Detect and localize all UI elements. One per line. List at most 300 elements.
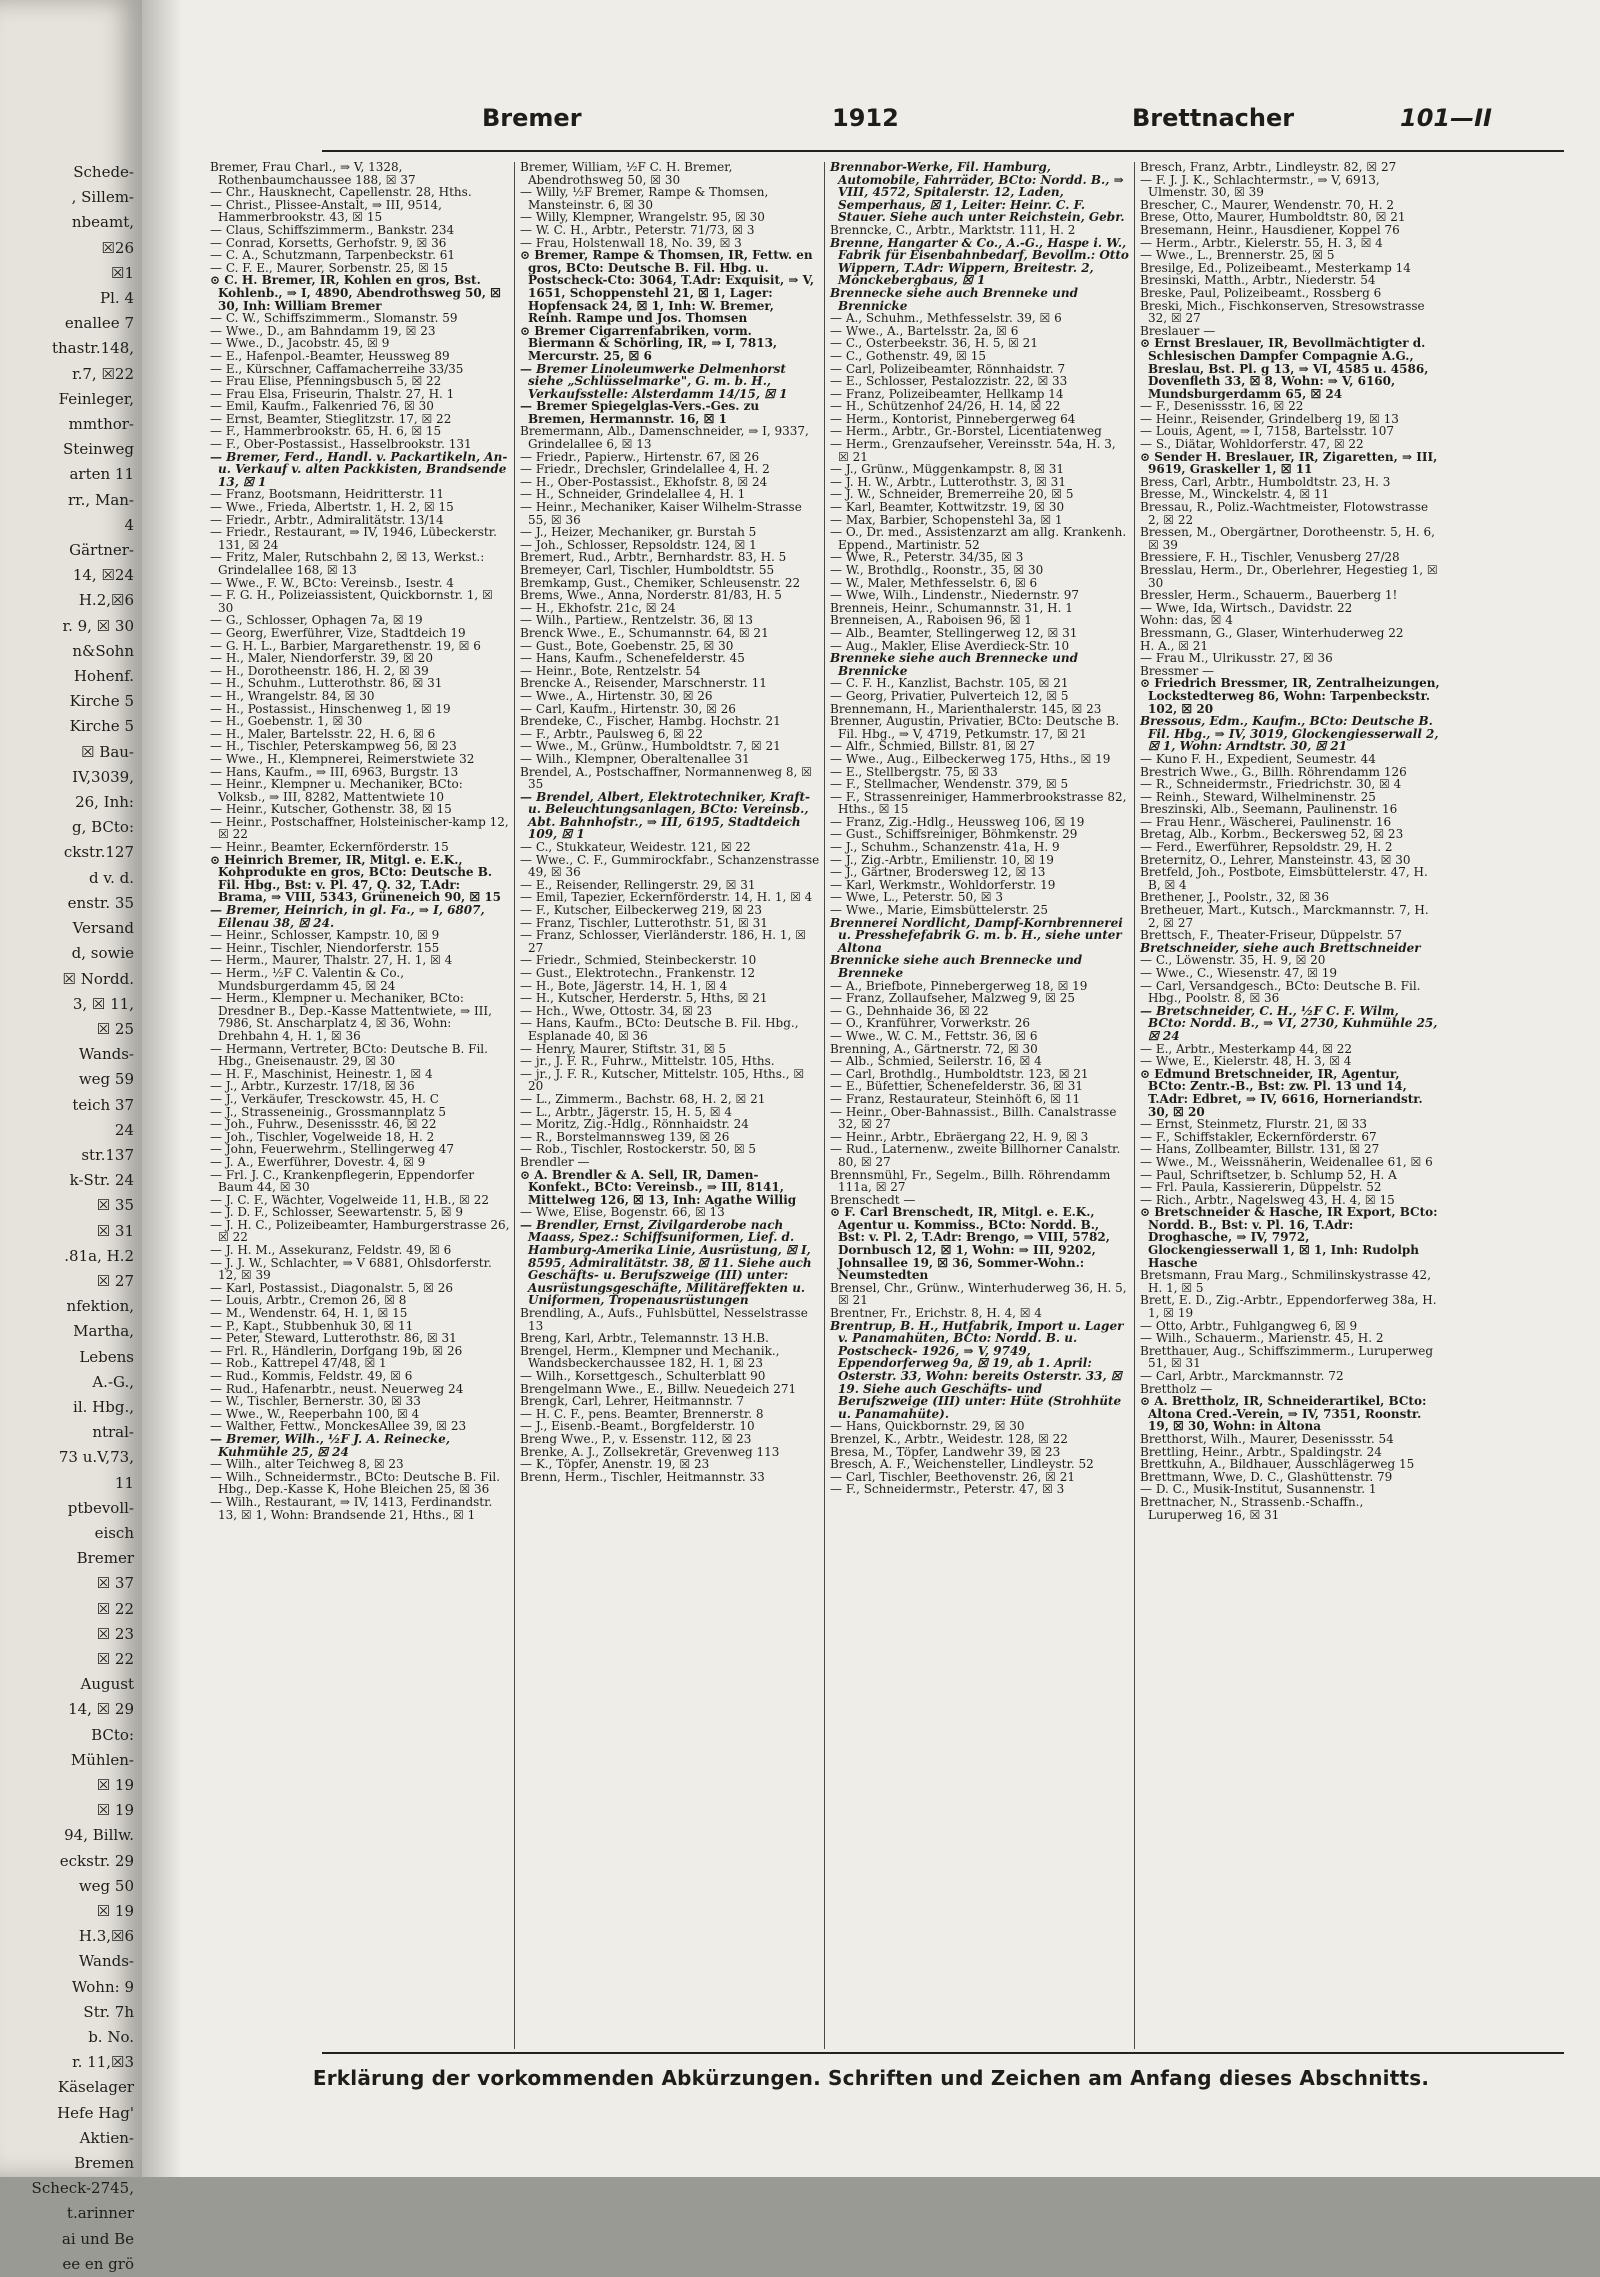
directory-entry: Bresslau, Herm., Dr., Oberlehrer, Hegestieg 1, ☒ 30 [1140,563,1438,590]
header-rule [322,150,1564,152]
directory-entry: — Carl, Tischler, Beethovenstr. 26, ☒ 21 [830,1469,1075,1484]
directory-entry: Bressmann, G., Glaser, Winterhuderweg 22 [1140,625,1404,640]
directory-entry: — H., Kutscher, Herderstr. 5, Hths, ☒ 21 [520,991,768,1006]
directory-entry: Brenzel, K., Arbtr., Weidestr. 128, ☒ 22 [830,1431,1068,1446]
previous-page-fragment: Scheck-2745, [31,2179,134,2198]
previous-page-fragment: d, sowie [71,944,134,963]
directory-entry: — J. C. F., Wächter, Vogelweide 11, H.B., ☒ 22 [210,1192,489,1207]
column-separator [824,162,825,2049]
directory-entry: — E., Reisender, Rellingerstr. 29, ☒ 31 [520,877,756,892]
directory-entry: — E., Hafenpol.-Beamter, Heussweg 89 [210,348,450,363]
directory-entry: Brettnacher, N., Strassenb.-Schaffn., Luruperweg 16, ☒ 31 [1140,1494,1364,1522]
directory-entry: — H., Schuhm., Lutterothstr. 86, ☒ 31 [210,676,443,691]
directory-entry: — J. J. W., Schlachter, ⇒ V 6881, Ohlsdorferstr. 12, ☒ 39 [210,1255,492,1283]
directory-entry: — Frl. Paula, Kassiererin, Düppelstr. 52 [1140,1180,1382,1195]
directory-entry: — H. F., Maschinist, Heinestr. 1, ☒ 4 [210,1066,433,1081]
previous-page-fragment: Bremer [76,1549,134,1568]
previous-page-fragment: H.2,☒6 [78,591,134,610]
directory-page [142,0,1600,2177]
directory-entry: — Brendel, Albert, Elektrotechniker, Kraft- u. Beleuchtungsanlagen, BCto: Vereinsb., Abt. Bahnhofstr., ⇒ III, 6195, Stadtdeich 109, ☒ 1 [520,789,811,842]
previous-page-fragment: rr., Man- [67,490,134,509]
previous-page-edge [0,0,144,2273]
directory-entry: — Friedr., Papierw., Hirtenstr. 67, ☒ 26 [520,449,760,464]
previous-page-fragment: Hohenf. [73,667,134,686]
directory-entry: — F., Schneidermstr., Peterstr. 47, ☒ 3 [830,1482,1065,1497]
directory-entry: — Rob., Kattrepel 47/48, ☒ 1 [210,1356,387,1371]
directory-entry: Brennerei Nordlicht, Dampf-Kornbrennerei u. Presshefefabrik G. m. b. H., siehe unter Altona [830,915,1123,955]
previous-page-fragment: enstr. 35 [67,893,134,912]
directory-entry: — Emil, Kaufm., Falkenried 76, ☒ 30 [210,399,434,414]
header-year: 1912 [832,104,899,132]
directory-entry: — Wilh., Restaurant, ⇒ IV, 1413, Ferdinandstr. 13, ☒ 1, Wohn: Brandsende 21, Hths., ☒ 1 [210,1494,493,1522]
directory-entry: — F., Arbtr., Paulsweg 6, ☒ 22 [520,726,703,741]
directory-entry: — F. J. J. K., Schlachtermstr., ⇒ V, 6913, Ulmenstr. 30, ☒ 39 [1140,172,1380,200]
previous-page-fragment: ☒ Nordd. [62,969,134,988]
directory-entry: Bressau, R., Poliz.-Wachtmeister, Flotowstrasse 2, ☒ 22 [1140,500,1429,527]
directory-entry: — Herm., Grenzaufseher, Vereinsstr. 54a, H. 3, ☒ 21 [830,437,1116,464]
directory-entry: Brenke, A. J., Zollsekretär, Grevenweg 113 [520,1444,780,1459]
previous-page-fragment: Feinleger, [58,389,134,408]
directory-entry: — Karl, Werkmstr., Wohldorferstr. 19 [830,877,1056,892]
directory-entry: — J. A., Ewerführer, Dovestr. 4, ☒ 9 [210,1154,426,1169]
previous-page-fragment: eisch [94,1523,134,1542]
directory-entry: — Otto, Arbtr., Fuhlgangweg 6, ☒ 9 [1140,1318,1358,1333]
previous-page-fragment: A.-G., [92,1372,134,1391]
previous-page-fragment: Wands- [78,1045,134,1064]
directory-entry: — Rud., Kommis, Feldstr. 49, ☒ 6 [210,1369,413,1383]
previous-page-fragment: 14, ☒ 29 [68,1700,134,1719]
directory-entry: — W., Brothdlg., Roonstr., 35, ☒ 30 [830,563,1044,577]
footer-rule [322,2052,1564,2054]
previous-page-fragment: ☒ 19 [96,1902,134,1921]
directory-entry: — C. A., Schutzmann, Tarpenbeckstr. 61 [210,248,456,263]
directory-entry: — J., Gärtner, Brodersweg 12, ☒ 13 [830,865,1046,880]
directory-entry: — E., Büfettier, Schenefelderstr. 36, ☒ 31 [830,1079,1084,1094]
directory-entry: — Karl, Beamter, Kottwitzstr. 19, ☒ 30 [830,500,1065,515]
previous-page-fragments [0,160,142,2277]
directory-entry: — Franz, Polizeibeamter, Hellkamp 14 [830,386,1064,401]
directory-entry: — Wwe, E., Kielerstr. 48, H. 3, ☒ 4 [1140,1054,1352,1069]
directory-entry: — Heinr., Klempner u. Mechaniker, BCto: Volksb., ⇒ III, 8282, Mattentwiete 10 [210,777,463,804]
directory-entry: — Hans, Zollbeamter, Billstr. 131, ☒ 27 [1140,1142,1380,1157]
directory-entry: Breng, Karl, Arbtr., Telemannstr. 13 H.B. [520,1331,769,1346]
previous-page-fragment: n&Sohn [72,641,134,660]
previous-page-fragment: enallee 7 [64,314,134,333]
directory-entry: Brennabor-Werke, Fil. Hamburg, Automobile, Fahrräder, BCto: Nordd. B., ⇒ VIII, 4572, Spitalerstr. 12, Laden, Semperhaus, ☒ 1, Leiter: Heinr. C. F. Stauer. Siehe auch unter Reichstein, Gebr. [830,160,1125,225]
directory-entry: — Wwe., C., Wiesenstr. 47, ☒ 19 [1140,966,1337,980]
directory-entry: ⊙ F. Carl Brenschedt, IR, Mitgl. e. E.K., Agentur u. Kommiss., BCto: Nordd. B., Bst: v. Pl. 2, T.Adr: Brengo, ⇒ VIII, 5782, Dornbusch 12, ☒ 1, Wohn: ⇒ III, 9202, Johnsallee 19, ☒ 36, Sommer-Wohn.: Neumstedten [830,1205,1110,1283]
directory-entry: — Wwe., H., Klempnerei, Reimerstwiete 32 [210,751,475,766]
directory-entry: Brescher, C., Maurer, Wendenstr. 70, H. 2 [1140,197,1395,212]
directory-entry: — C. F. E., Maurer, Sorbenstr. 25, ☒ 15 [210,260,449,275]
previous-page-fragment: Hefe Hag' [57,2103,134,2122]
directory-entry: — Wwe., D., am Bahndamm 19, ☒ 23 [210,323,436,338]
directory-entry: — H., Schneider, Grindelallee 4, H. 1 [520,487,746,502]
directory-entry: — Carl, Arbtr., Marckmannstr. 72 [1140,1369,1344,1383]
previous-page-fragment: eckstr. 29 [59,1851,134,1870]
directory-entry: — Franz, Bootsmann, Heidritterstr. 11 [210,487,445,502]
directory-entry: — Carl, Polizeibeamter, Rönnhaidstr. 7 [830,361,1066,376]
previous-page-fragment: b. No. [88,2028,134,2047]
directory-entry: — Paul, Schriftsetzer, b. Schlump 52, H. A [1140,1167,1397,1182]
directory-entry: — M., Wendenstr. 64, H. 1, ☒ 15 [210,1306,408,1321]
directory-entry: — H., Schützenhof 24/26, H. 14, ☒ 22 [830,399,1061,414]
directory-entry: — Bremer, Wilh., ½F J. A. Reinecke, Kuhmühle 25, ☒ 24 [210,1431,450,1459]
directory-entry: Brenneke siehe auch Brennecke und Brennicke [830,651,1078,678]
directory-entry: — F., Stellmacher, Wendenstr. 379, ☒ 5 [830,777,1069,792]
directory-entry: — Friedr., Drechsler, Grindelallee 4, H. 2 [520,462,770,477]
directory-entry: — G., Dehnhaide 36, ☒ 22 [830,1003,989,1018]
directory-entry: — J. H. C., Polizeibeamter, Hamburgerstrasse 26, ☒ 22 [210,1217,510,1245]
previous-page-fragment: ☒ 23 [96,1624,134,1643]
directory-entry: — H., Postassist., Hinschenweg 1, ☒ 19 [210,701,451,716]
directory-entry: ⊙ Sender H. Breslauer, IR, Zigaretten, ⇒ III, 9619, Graskeller 1, ☒ 11 [1140,449,1438,477]
directory-entry: — E., Arbtr., Mesterkamp 44, ☒ 22 [1140,1041,1353,1056]
directory-entry: — O., Dr. med., Assistenzarzt am allg. Krankenh. Eppend., Martinistr. 52 [830,525,1127,552]
directory-entry: — Moritz, Zig.-Hdlg., Rönnhaidstr. 24 [520,1117,749,1132]
previous-page-fragment: t.arinner [66,2204,134,2223]
previous-page-fragment: 3, ☒ 11, [72,994,134,1013]
directory-entry: — Heinr., Bote, Rentzelstr. 54 [520,663,701,678]
previous-page-fragment: ☒ 19 [96,1776,134,1794]
directory-entry: — Wwe., D., Jacobstr. 45, ☒ 9 [210,336,390,351]
previous-page-fragment: Gärtner- [69,541,134,560]
directory-entry: — E., Stellbergstr. 75, ☒ 33 [830,764,998,779]
directory-entry: — F. G. H., Polizeiassistent, Quickbornstr. 1, ☒ 30 [210,588,493,615]
directory-entry: — Heinr., Beamter, Eckernförderstr. 15 [210,840,449,855]
header-right-keyword: Brettnacher [1132,104,1295,132]
directory-entry: — Emil, Tapezier, Eckernförderstr. 14, H. 1, ☒ 4 [520,890,813,905]
directory-entry: — J. H. W., Arbtr., Lutterothstr. 3, ☒ 31 [830,474,1066,489]
directory-entry: — Fritz, Maler, Rutschbahn 2, ☒ 13, Werkst.: Grindelallee 168, ☒ 13 [210,550,485,577]
directory-entry: — Wwe., Marie, Eimsbüttelerstr. 25 [830,903,1048,918]
directory-entry: Breslauer — [1140,323,1216,338]
previous-page-fragment: ai und Be [61,2229,134,2248]
directory-entry: — C., Gothenstr. 49, ☒ 15 [830,348,986,363]
directory-entry: — J., Verkäufer, Tresckowstr. 45, H. C [210,1091,439,1106]
directory-entry: — Frau Henr., Wäscherei, Paulinenstr. 16 [1140,814,1392,829]
directory-entry: — F., Schiffstakler, Eckernförderstr. 67 [1140,1129,1377,1144]
directory-entry: — Wwe., F. W., BCto: Vereinsb., Isestr. 4 [210,575,454,590]
directory-entry: — Heinr., Tischler, Niendorferstr. 155 [210,940,440,955]
previous-page-fragment: ☒ 35 [96,1196,134,1215]
directory-entry: — S., Diätar, Wohldorferstr. 47, ☒ 22 [1140,437,1364,452]
directory-entry: — Louis, Arbtr., Cremon 26, ☒ 8 [210,1293,407,1308]
previous-page-fragment: r.7, ☒22 [72,364,134,383]
directory-entry: ⊙ Heinrich Bremer, IR, Mitgl. e. E.K., Kohprodukte en gros, BCto: Deutsche B. Fil. Hbg., Bst: v. Pl. 47, Q. 32, T.Adr: Brama, ⇒ VIII, 5343, Grüneneich 90, ☒ 15 [210,852,502,905]
directory-entry: — H., Tischler, Peterskampweg 56, ☒ 23 [210,739,457,754]
directory-column-2 [520,161,820,2048]
directory-entry: Brenne, Hangarter & Co., A.-G., Haspe i. W., Fabrik für Eisenbahnbedarf, Bevollm.: Otto Wippern, T.Adr: Wippern, Breitestr. 2, Mönckebergbaus, ☒ 1 [830,235,1129,288]
previous-page-fragment: ☒ 31 [96,1221,134,1240]
directory-entry: Brentrup, B. H., Hutfabrik, Import u. Lager v. Panamahüten, BCto: Nordd. B. u. Postscheck- 1926, ⇒ V, 9749, Eppendorferweg 9a, ☒ 19, ab 1. April: Osterstr. 33, Wohn: bereits Osterstr. 33, ☒ 19. Siehe auch Geschäfts- und Berufszweige (III) unter: Hüte (Strohhüte u. Panamahüte). [830,1318,1124,1421]
previous-page-fragment: Käselager [57,2078,134,2097]
directory-entry: — Gust., Elektrotechn., Frankenstr. 12 [520,966,756,980]
directory-entry: Brendling, A., Aufs., Fuhlsbüttel, Nesselstrasse 13 [520,1306,808,1333]
directory-entry: — F., Ober-Postassist., Hasselbrookstr. 131 [210,437,472,452]
directory-entry: — Franz, Zollaufseher, Malzweg 9, ☒ 25 [830,991,1075,1006]
directory-entry: — Hans, Quickbornstr. 29, ☒ 30 [830,1419,1025,1434]
directory-entry: — H. C. F., pens. Beamter, Brennerstr. 8 [520,1406,764,1421]
directory-entry: Wohn: das, ☒ 4 [1140,613,1233,628]
previous-page-fragment: ☒ 37 [96,1574,134,1593]
directory-entry: — Wilh., Korsettgesch., Schulterblatt 90 [520,1369,766,1383]
directory-entry: — Hans, Kaufm., Schenefelderstr. 45 [520,651,745,666]
directory-entry: — Wwe, Wilh., Lindenstr., Niedernstr. 97 [830,588,1079,603]
directory-entry: ⊙ Edmund Bretschneider, IR, Agentur, BCto: Zentr.-B., Bst: zw. Pl. 13 und 14, T.Adr: Edbret, ⇒ IV, 6616, Horneriandstr. 30, ☒ 20 [1140,1066,1423,1119]
page-spine-shadow [142,0,182,2177]
directory-entry: ⊙ Bremer Cigarrenfabriken, vorm. Biermann & Schörling, IR, ⇒ I, 7813, Mercurstr. 25, ☒ 6 [520,323,778,363]
directory-entry: Brenncke, C., Arbtr., Marktstr. 111, H. 2 [830,222,1076,237]
previous-page-fragment: ☒ 19 [96,1801,134,1820]
directory-entry: — Heinr., Kutscher, Gothenstr. 38, ☒ 15 [210,802,452,817]
directory-entry: — Wwe, Elise, Bogenstr. 66, ☒ 13 [520,1205,725,1220]
directory-entry: — Joh., Schlosser, Repsoldstr. 124, ☒ 1 [520,537,757,552]
directory-entry: Bressen, M., Obergärtner, Dorotheenstr. 5, H. 6, ☒ 39 [1140,525,1435,552]
directory-entry: — Wilh., Klempner, Oberaltenallee 31 [520,751,750,766]
directory-entry: Bremer, William, ½F C. H. Bremer, Abendrothsweg 50, ☒ 30 [520,160,733,187]
directory-entry: Breske, Paul, Polizeibeamt., Rossberg 6 [1140,285,1382,300]
directory-entry: Bresemann, Heinr., Hausdiener, Koppel 76 [1140,222,1400,237]
previous-page-fragment: str.137 [81,1145,134,1164]
directory-column-4 [1140,161,1440,2048]
directory-entry: ⊙ C. H. Bremer, IR, Kohlen en gros, Bst. Kohlenb., ⇒ I, 4890, Abendrothsweg 50, ☒ 30, Inh: William Bremer [210,273,501,313]
directory-entry: — Max, Barbier, Schopenstehl 3a, ☒ 1 [830,512,1063,527]
directory-entry: — Georg, Privatier, Pulverteich 12, ☒ 5 [830,688,1069,703]
directory-entry: — Wwe., C. F., Gummirockfabr., Schanzenstrasse 49, ☒ 36 [520,852,820,880]
previous-page-fragment: Kirche 5 [69,717,134,736]
previous-page-fragment: ☒ Bau- [81,742,134,761]
directory-entry: — Rud., Laternenw., zweite Billhorner Canalstr. 80, ☒ 27 [830,1142,1121,1169]
directory-entry: — John, Feuerwehrm., Stellingerweg 47 [210,1142,454,1157]
directory-entry: Brennicke siehe auch Brennecke und Brenneke [830,953,1083,980]
directory-entry: — J. W., Schneider, Bremerreihe 20, ☒ 5 [830,487,1074,502]
directory-entry: — J. H. M., Assekuranz, Feldstr. 49, ☒ 6 [210,1243,452,1258]
directory-entry: — Ferd., Ewerführer, Repsoldstr. 29, H. 2 [1140,840,1393,855]
previous-page-fragment: BCto: [91,1725,134,1744]
previous-page-fragment: Versand [72,919,134,938]
directory-entry: — Herm., Kontorist, Pinnebergerweg 64 [830,411,1076,426]
directory-entry: — Wilh., Partiew., Rentzelstr. 36, ☒ 13 [520,613,753,628]
previous-page-fragment: teich 37 [72,1095,134,1114]
directory-entry: Bresch, Franz, Arbtr., Lindleystr. 82, ☒ 27 [1140,160,1397,174]
previous-page-fragment: Bremen [74,2154,134,2173]
directory-entry: H. A., ☒ 21 [1140,638,1209,653]
directory-entry: — Wilh., Schneidermstr., BCto: Deutsche B. Fil. Hbg., Dep.-Kasse K, Hohe Bleichen 25, ☒ 36 [210,1469,501,1497]
directory-entry: — Karl, Postassist., Diagonalstr. 5, ☒ 26 [210,1280,454,1295]
directory-entry: — W., Tischler, Bernerstr. 30, ☒ 33 [210,1394,421,1409]
directory-entry: — R., Schneidermstr., Friedrichstr. 30, ☒ 4 [1140,777,1402,792]
directory-entry: — Frau Elsa, Friseurin, Thalstr. 27, H. 1 [210,386,455,401]
directory-entry: Brengk, Carl, Lehrer, Heitmannstr. 7 [520,1394,745,1409]
directory-entry: — H., Maler, Niendorferstr. 39, ☒ 20 [210,651,434,666]
directory-entry: — O., Kranführer, Vorwerkstr. 26 [830,1016,1030,1031]
directory-entry: — C., Osterbeekstr. 36, H. 5, ☒ 21 [830,336,1038,351]
directory-entry: — Heinr., Postschaffner, Holsteinischer-kamp 12, ☒ 22 [210,814,509,842]
directory-entry: — Wilh., alter Teichweg 8, ☒ 23 [210,1457,404,1472]
directory-entry: Bressler, Herm., Schauerm., Bauerberg 1! [1140,588,1398,603]
previous-page-fragment: Kirche 5 [69,692,134,711]
directory-entry: — L., Zimmerm., Bachstr. 68, H. 2, ☒ 21 [520,1091,766,1106]
directory-entry: — Franz, Restaurateur, Steinhöft 6, ☒ 11 [830,1091,1081,1106]
previous-page-fragment: Pl. 4 [100,289,134,308]
directory-entry: — Hermann, Vertreter, BCto: Deutsche B. Fil. Hbg., Gneisenaustr. 29, ☒ 30 [210,1041,488,1069]
directory-entry: Bretthauer, Aug., Schiffszimmerm., Luruperweg 51, ☒ 31 [1140,1343,1434,1371]
directory-entry: Brendel, A., Postschaffner, Normannenweg 8, ☒ 35 [520,764,812,792]
directory-entry: — Alb., Beamter, Stellingerweg 12, ☒ 31 [830,625,1078,640]
directory-entry: Bresa, M., Töpfer, Landwehr 39, ☒ 23 [830,1444,1061,1459]
directory-entry: — Bretschneider, C. H., ½F C. F. Wilm, BCto: Nordd. B., ⇒ VI, 2730, Kuhmühle 25, ☒ 24 [1140,1003,1438,1043]
directory-entry: — H., Bote, Jägerstr. 14, H. 1, ☒ 4 [520,978,728,993]
directory-entry: Brendeke, C., Fischer, Hambg. Hochstr. 21 [520,714,781,729]
directory-entry: — J. D. F., Schlosser, Seewartenstr. 5, ☒ 9 [210,1205,463,1220]
directory-entry: Brese, Otto, Maurer, Humboldtstr. 80, ☒ 21 [1140,210,1406,225]
previous-page-fragment: weg 50 [78,1876,134,1895]
previous-page-fragment: Mühlen- [70,1750,134,1769]
previous-page-fragment: ee en grö [62,2254,134,2273]
directory-entry: — Walther, Fettw., MonckesAllee 39, ☒ 23 [210,1419,467,1434]
directory-entry: ⊙ A. Brettholz, IR, Schneiderartikel, BCto: Altona Cred.-Verein, ⇒ IV, 7351, Roonstr. 19, ☒ 30, Wohn: in Altona [1140,1394,1427,1434]
directory-entry: — Heinr., Schlosser, Kampstr. 10, ☒ 9 [210,928,440,943]
directory-entry: Breszinski, Alb., Seemann, Paulinenstr. 16 [1140,802,1398,817]
directory-entry: Brenn, Herm., Tischler, Heitmannstr. 33 [520,1469,765,1484]
directory-entry: — J., Schuhm., Schanzenstr. 41a, H. 9 [830,840,1060,855]
directory-entry: — J., Grünw., Müggenkampstr. 8, ☒ 31 [830,462,1065,477]
directory-entry: — Franz, Zig.-Hdlg., Heussweg 106, ☒ 19 [830,814,1085,829]
directory-entry: — Frau Elise, Pfenningsbusch 5, ☒ 22 [210,374,442,389]
directory-entry: — E., Schlosser, Pestalozzistr. 22, ☒ 33 [830,374,1068,389]
previous-page-fragment: il. Hbg., [73,1397,134,1416]
previous-page-fragment: Schede- [73,163,134,181]
directory-entry: — Wwe, L., Peterstr. 50, ☒ 3 [830,890,1003,905]
directory-entry: — Wwe, Ida, Wirtsch., Davidstr. 22 [1140,600,1353,615]
directory-entry: — Wwe., A., Hirtenstr. 30, ☒ 26 [520,688,713,703]
directory-entry: — Heinr., Ober-Bahnassist., Billh. Canalstrasse 32, ☒ 27 [830,1104,1117,1132]
previous-page-fragment: ☒1 [111,263,134,282]
directory-entry: Bretag, Alb., Korbm., Beckersweg 52, ☒ 23 [1140,827,1404,842]
directory-entry: — Aug., Makler, Elise Averdieck-Str. 10 [830,638,1070,653]
directory-entry: — Claus, Schiffszimmerm., Bankstr. 234 [210,222,455,237]
directory-entry: ⊙ Ernst Breslauer, IR, Bevollmächtigter d. Schlesischen Dampfer Compagnie A.G., Breslau, Bst. Pl. g 13, ⇒ VI, 4585 u. 4586, Dovenfleth 33, ☒ 8, Wohn: ⇒ V, 6160, Mundsburgerdamm 65, ☒ 24 [1140,336,1429,401]
directory-entry: — Wwe., M., Weissnäherin, Weidenallee 61, ☒ 6 [1140,1154,1433,1169]
previous-page-fragment: weg 59 [78,1070,134,1089]
directory-entry: — A., Schuhm., Methfesselstr. 39, ☒ 6 [830,311,1062,326]
directory-entry: — Henry, Maurer, Stiftstr. 31, ☒ 5 [520,1041,726,1056]
directory-entry: — K., Töpfer, Anenstr. 19, ☒ 23 [520,1457,710,1472]
directory-entry: — Christ., Plissee-Anstalt, ⇒ III, 9514, Hammerbrookstr. 43, ☒ 15 [210,197,442,225]
directory-entry: — C., Stukkateur, Weidestr. 121, ☒ 22 [520,840,751,855]
directory-entry: — Kuno F. H., Expedient, Seumestr. 44 [1140,751,1376,766]
directory-entry: — C. F. H., Kanzlist, Bachstr. 105, ☒ 21 [830,676,1069,691]
footer-note: Erklärung der vorkommenden Abkürzungen. Schriften und Zeichen am Anfang dieses Abschnitts. [312,2066,1430,2090]
directory-entry: — Frau M., Ulrikusstr. 27, ☒ 36 [1140,651,1333,666]
directory-entry: — Joh., Fuhrw., Desenissstr. 46, ☒ 22 [210,1117,437,1132]
directory-entry: — Rich., Arbtr., Nagelsweg 43, H. 4, ☒ 15 [1140,1192,1395,1207]
previous-page-fragment: ntral- [92,1423,134,1442]
previous-page-fragment: Martha, [73,1322,134,1341]
previous-page-fragment: ☒26 [101,238,134,257]
directory-entry: — Bremer, Ferd., Handl. v. Packartikeln, An- u. Verkauf v. alten Packkisten, Brandsende 13, ☒ 1 [210,449,508,489]
directory-entry: Breternitz, O., Lehrer, Mansteinstr. 43, ☒ 30 [1140,852,1411,867]
directory-entry: — Louis, Agent, ⇒ I, 7158, Bartelsstr. 107 [1140,424,1394,439]
directory-entry: Bretthorst, Wilh., Maurer, Desenissstr. 54 [1140,1431,1394,1446]
previous-page-fragment: , Sillem- [71,188,134,207]
directory-entry: Breski, Mich., Fischkonserven, Stresowstrasse 32, ☒ 27 [1140,298,1425,326]
directory-entry: — Bremer Linoleumwerke Delmenhorst siehe „Schlüsselmarke", G. m. b. H., Verkaufsstelle: Alsterdamm 14/15, ☒ 1 [520,361,788,401]
previous-page-fragment: 11 [114,1473,134,1492]
previous-page-fragment: Wands- [78,1952,134,1971]
directory-entry: — Carl, Kaufm., Hirtenstr. 30, ☒ 26 [520,701,736,716]
directory-entry: — Herm., Arbtr., Gr.-Borstel, Licentiatenweg [830,424,1102,439]
directory-entry: Brett, E. D., Zig.-Arbtr., Eppendorferweg 38a, H. 1, ☒ 19 [1140,1293,1437,1321]
previous-page-fragment: r. 9, ☒ 30 [62,616,134,635]
directory-entry: — Friedr., Restaurant, ⇒ IV, 1946, Lübeckerstr. 131, ☒ 24 [210,525,497,552]
directory-entry: — Ernst, Steinmetz, Flurstr. 21, ☒ 33 [1140,1117,1368,1132]
directory-entry: — Bremer Spiegelglas-Vers.-Ges. zu Bremen, Hermannstr. 16, ☒ 1 [520,399,760,426]
directory-entry: — Bremer, Heinrich, in gl. Fa., ⇒ I, 6807, Eilenau 38, ☒ 24. [210,903,485,930]
directory-entry: — Wwe., A., Bartelsstr. 2a, ☒ 6 [830,323,1019,338]
previous-page-fragment: 73 u.V,73, [58,1448,134,1467]
directory-entry: Brennemann, H., Marienthalerstr. 145, ☒ 23 [830,701,1102,716]
directory-entry: — Franz, Tischler, Lutterothstr. 51, ☒ 31 [520,915,768,930]
previous-page-fragment: Steinweg [63,440,134,459]
directory-entry: — Wilh., Schauerm., Marienstr. 45, H. 2 [1140,1331,1384,1346]
previous-page-fragment: August [80,1675,134,1694]
directory-entry: — J., Zig.-Arbtr., Emilienstr. 10, ☒ 19 [830,852,1054,867]
directory-entry: — H., Wrangelstr. 84, ☒ 30 [210,688,375,703]
directory-entry: — Herm., Klempner u. Mechaniker, BCto: Dresdner B., Dep.-Kasse Mattentwiete, ⇒ III, 7986, St. Anscharplatz 4, ☒ 36, Wohn: Drehbahn 4, H. 1, ☒ 36 [210,991,492,1043]
directory-entry: — H., Maler, Bartelsstr. 22, H. 6, ☒ 6 [210,726,436,741]
directory-entry: — Georg, Ewerführer, Vize, Stadtdeich 19 [210,625,466,640]
previous-page-fragment: arten 11 [69,465,134,484]
directory-entry: — Willy, ½F Bremer, Rampe & Thomsen, Mansteinstr. 6, ☒ 30 [520,185,769,212]
previous-page-fragment: ckstr.127 [63,843,134,862]
previous-page-fragment: thastr.148, [51,339,134,358]
directory-entry: — G. H. L., Barbier, Margarethenstr. 19, ☒ 6 [210,638,481,653]
directory-entry: — Heinr., Arbtr., Ebräergang 22, H. 9, ☒ 3 [830,1129,1089,1144]
previous-page-fragment: .81a, H.2 [64,1246,134,1265]
previous-page-fragment: ☒ 22 [96,1649,134,1668]
directory-entry: — F., Desenissstr. 16, ☒ 22 [1140,399,1304,414]
directory-entry: Bresinski, Matth., Arbtr., Niederstr. 54 [1140,273,1376,288]
directory-entry: — F., Kutscher, Eilbeckerweg 219, ☒ 23 [520,903,763,918]
directory-entry: — Joh., Tischler, Vogelweide 18, H. 2 [210,1129,435,1144]
directory-entry: — jr., J. F. R., Kutscher, Mittelstr. 105, Hths., ☒ 20 [520,1066,805,1094]
directory-entry: Bresch, A. F., Weichensteller, Lindleystr. 52 [830,1457,1094,1472]
previous-page-fragment: mmthor- [68,415,134,434]
directory-entry: Brettsch, F., Theater-Friseur, Düppelstr. 57 [1140,928,1403,943]
previous-page-fragment: Aktien- [79,2128,134,2147]
directory-entry: — L., Arbtr., Jägerstr. 15, H. 5, ☒ 4 [520,1104,732,1119]
directory-entry: — Reinh., Steward, Wilhelminenstr. 25 [1140,789,1376,804]
directory-entry: Brennsmühl, Fr., Segelm., Billh. Röhrendamm 111a, ☒ 27 [830,1167,1111,1195]
directory-entry: Bremkamp, Gust., Chemiker, Schleusenstr. 22 [520,575,801,590]
directory-entry: Brenning, A., Gärtnerstr. 72, ☒ 30 [830,1041,1038,1056]
directory-entry: — F., Hammerbrookstr. 65, H. 6, ☒ 15 [210,424,442,439]
previous-page-fragment: 4 [124,515,134,534]
directory-entry: Brensel, Chr., Grünw., Winterhuderweg 36, H. 5, ☒ 21 [830,1280,1127,1308]
directory-entry: — Gust., Schiffsreiniger, Böhmkenstr. 29 [830,827,1078,842]
directory-entry: Bremermann, Alb., Damenschneider, ⇒ I, 9337, Grindelallee 6, ☒ 13 [520,424,809,452]
directory-entry: Bremeyer, Carl, Tischler, Humboldtstr. 55 [520,563,775,577]
directory-entry: — J., Heizer, Mechaniker, gr. Burstah 5 [520,525,757,540]
directory-entry: — Wwe, R., Peterstr. 34/35, ☒ 3 [830,550,1024,565]
previous-page-fragment: ☒ 22 [96,1599,134,1618]
directory-entry: — Hch., Wwe, Ottostr. 34, ☒ 23 [520,1003,712,1018]
directory-entry: — Gust., Bote, Goebenstr. 25, ☒ 30 [520,638,734,653]
directory-entry: Bressiere, F. H., Tischler, Venusberg 27/28 [1140,550,1400,565]
directory-entry: — Rud., Hafenarbtr., neust. Neuerweg 24 [210,1381,464,1396]
